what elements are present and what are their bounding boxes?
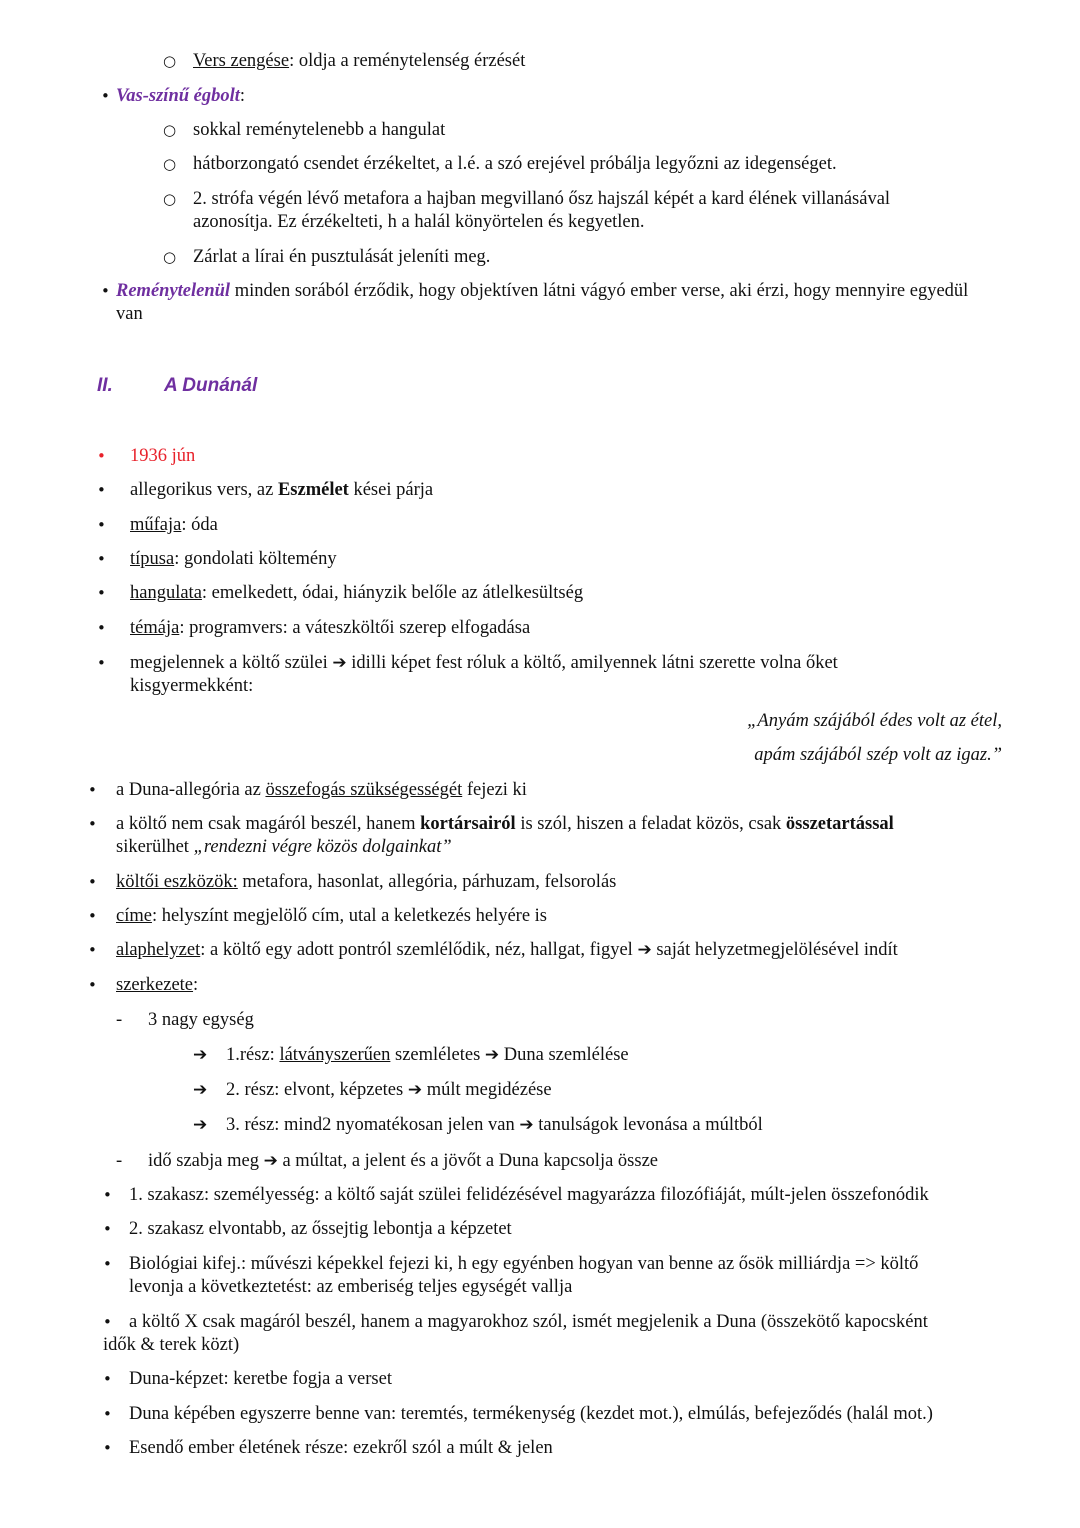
bullet-icon: • <box>103 1439 112 1457</box>
circle-bullet-icon: ○ <box>163 248 177 266</box>
item-text: Duna szemlélése <box>499 1045 629 1065</box>
term-text: : a költő egy adott pontról szemlélődik, néz, hallgat, figyel <box>200 940 638 960</box>
bullet-icon: • <box>103 1220 112 1238</box>
item-text: múlt megidézése <box>422 1080 552 1100</box>
bold-term: Eszmélet <box>277 480 349 500</box>
circle-bullet-icon: ○ <box>163 121 177 139</box>
item-text: a Duna-allegória az <box>116 780 266 800</box>
term-label: költői eszközök: <box>116 872 238 892</box>
term-label: szerkezete <box>116 975 194 995</box>
bullet-icon: • <box>88 781 97 799</box>
item-text: fejezi ki <box>462 780 527 800</box>
bullet-icon: • <box>101 87 110 105</box>
arrow-bullet-icon: ➔ <box>193 1080 208 1100</box>
item-text: kései párja <box>348 480 434 500</box>
item-text: idő szabja meg <box>148 1151 264 1171</box>
item-text: megjelennek a költő szülei <box>130 653 333 673</box>
bullet-icon: • <box>97 481 106 499</box>
item-text: a költő nem csak magáról beszél, hanem <box>116 814 421 834</box>
section-numeral: II. <box>97 375 113 396</box>
term-label: Reménytelenül <box>116 281 231 301</box>
term-label: hangulata <box>130 583 202 603</box>
item-text: 3 nagy egység <box>148 1010 254 1030</box>
bullet-icon: • <box>103 1255 112 1273</box>
arrow-bullet-icon: ➔ <box>193 1045 208 1065</box>
arrow-right-icon: ➔ <box>484 1045 500 1065</box>
term-text: : óda <box>181 515 218 535</box>
item-text: is szól, hiszen a feladat közös, csak <box>515 814 786 834</box>
underlined-phrase: összefogás szükségességét <box>265 780 463 800</box>
quote-line: apám szájából szép volt az igaz.” <box>754 745 1002 765</box>
item-text: 2. szakasz elvontabb, az őssejtig lebontja a képzetet <box>129 1219 512 1239</box>
item-text: sokkal reménytelenebb a hangulat <box>193 120 446 140</box>
item-text: 2. rész: elvont, képzetes <box>226 1080 408 1100</box>
term-label: típusa <box>130 549 175 569</box>
quoted-phrase: „rendezni végre közös dolgainkat” <box>193 837 452 857</box>
arrow-right-icon: ➔ <box>519 1115 534 1135</box>
term-label: címe <box>116 906 152 926</box>
dash-bullet: - <box>116 1151 123 1171</box>
circle-bullet-icon: ○ <box>163 190 177 208</box>
bullet-icon: • <box>97 584 106 602</box>
term-text: : helyszínt megjelölő cím, utal a keletkezés helyére is <box>151 906 547 926</box>
item-text: Duna képében egyszerre benne van: teremtés, termékenység (kezdet mot.), elmúlás, befejeződés (halál mot.) <box>129 1404 933 1424</box>
term-label: műfaja <box>130 515 182 535</box>
bullet-icon: • <box>97 550 106 568</box>
bold-term: kortársairól <box>420 814 516 834</box>
term-text: : <box>193 975 199 995</box>
bullet-icon: • <box>97 447 106 465</box>
item-text: 1. szakasz: személyesség: a költő saját szülei felidézésével magyarázza filozófiáját, múlt-jelen összefonódik <box>129 1185 929 1205</box>
underlined-phrase: látványszerűen <box>279 1045 391 1065</box>
bullet-icon: • <box>101 282 110 300</box>
arrow-right-icon: ➔ <box>332 653 347 673</box>
bullet-icon: • <box>103 1313 112 1331</box>
arrow-bullet-icon: ➔ <box>193 1115 208 1135</box>
item-text: 1.rész: <box>226 1045 280 1065</box>
item-text: Esendő ember életének része: ezekről szól a múlt & jelen <box>129 1438 553 1458</box>
item-text: tanulságok levonása a múltból <box>533 1115 763 1135</box>
item-text: hátborzongató csendet érzékeltet, a l.é. a szó erejével próbálja legyőzni az idegenséget. <box>193 154 837 174</box>
item-text: Duna-képzet: keretbe fogja a verset <box>129 1369 392 1389</box>
circle-bullet-icon: ○ <box>163 52 177 70</box>
term-text: : emelkedett, ódai, hiányzik belőle az átlelkesültség <box>201 583 584 603</box>
term-label: Vas-színű égbolt <box>116 86 240 106</box>
item-text: 3. rész: mind2 nyomatékosan jelen van <box>226 1115 520 1135</box>
bullet-icon: • <box>88 873 97 891</box>
item-text: Biológiai kifej.: művészi képekkel fejezi ki, h egy egyénben hogyan van benne az ősök milliárdja => költő <box>129 1254 919 1274</box>
item-text: a költő X csak magáról beszél, hanem a magyarokhoz szól, ismét megjelenik a Duna (összekötő kapocsként <box>129 1312 928 1332</box>
item-text: allegorikus vers, az <box>130 480 278 500</box>
term-label: Vers zengése <box>193 51 290 71</box>
dash-bullet: - <box>116 1010 123 1030</box>
bullet-icon: • <box>97 516 106 534</box>
item-text: 2. strófa végén lévő metafora a hajban megvillanó ősz hajszál képét a kard élének villanásával azonosítja. Ez érzékelteti, h a halál könyörtelen és kegyetlen. <box>193 189 891 232</box>
arrow-right-icon: ➔ <box>263 1151 278 1171</box>
arrow-right-icon: ➔ <box>407 1080 423 1100</box>
quote-line: „Anyám szájából édes volt az étel, <box>747 711 1002 731</box>
circle-bullet-icon: ○ <box>163 155 177 173</box>
arrow-right-icon: ➔ <box>637 940 652 960</box>
item-text: szemléletes <box>390 1045 485 1065</box>
bullet-icon: • <box>103 1370 112 1388</box>
bold-term: összetartással <box>785 814 894 834</box>
bullet-icon: • <box>88 907 97 925</box>
item-text: idilli képet fest róluk a költő, amilyennek látni szerette volna őket kisgyermekként: <box>130 653 838 696</box>
term-text: : <box>239 86 246 106</box>
bullet-icon: • <box>103 1186 112 1204</box>
term-label: alaphelyzet <box>116 940 201 960</box>
item-text: Zárlat a lírai én pusztulását jeleníti meg. <box>193 247 491 267</box>
item-text: a múltat, a jelent és a jövőt a Duna kapcsolja össze <box>277 1151 658 1171</box>
bullet-icon: • <box>97 654 106 672</box>
item-text: sikerülhet <box>116 837 194 857</box>
item-text: levonja a következtetést: az emberiség teljes egységét vallja <box>129 1277 573 1297</box>
term-text: metafora, hasonlat, allegória, párhuzam, felsorolás <box>237 872 617 892</box>
term-text: : oldja a reménytelenség érzését <box>289 51 526 71</box>
bullet-icon: • <box>97 619 106 637</box>
bullet-icon: • <box>88 815 97 833</box>
term-label: témája <box>130 618 180 638</box>
term-text: saját helyzetmegjelölésével indít <box>651 940 898 960</box>
bullet-icon: • <box>88 941 97 959</box>
bullet-icon: • <box>88 976 97 994</box>
term-text: : programvers: a váteszköltői szerep elfogadása <box>179 618 531 638</box>
bullet-icon: • <box>103 1405 112 1423</box>
item-text: idők & terek közt) <box>103 1335 240 1355</box>
term-text: minden sorából érződik, hogy objektíven látni vágyó ember verse, aki érzi, hogy mennyire egyedül van <box>116 281 969 324</box>
date-text: 1936 jún <box>130 446 196 466</box>
term-text: : gondolati költemény <box>174 549 337 569</box>
section-title: A Dunánál <box>164 375 258 396</box>
